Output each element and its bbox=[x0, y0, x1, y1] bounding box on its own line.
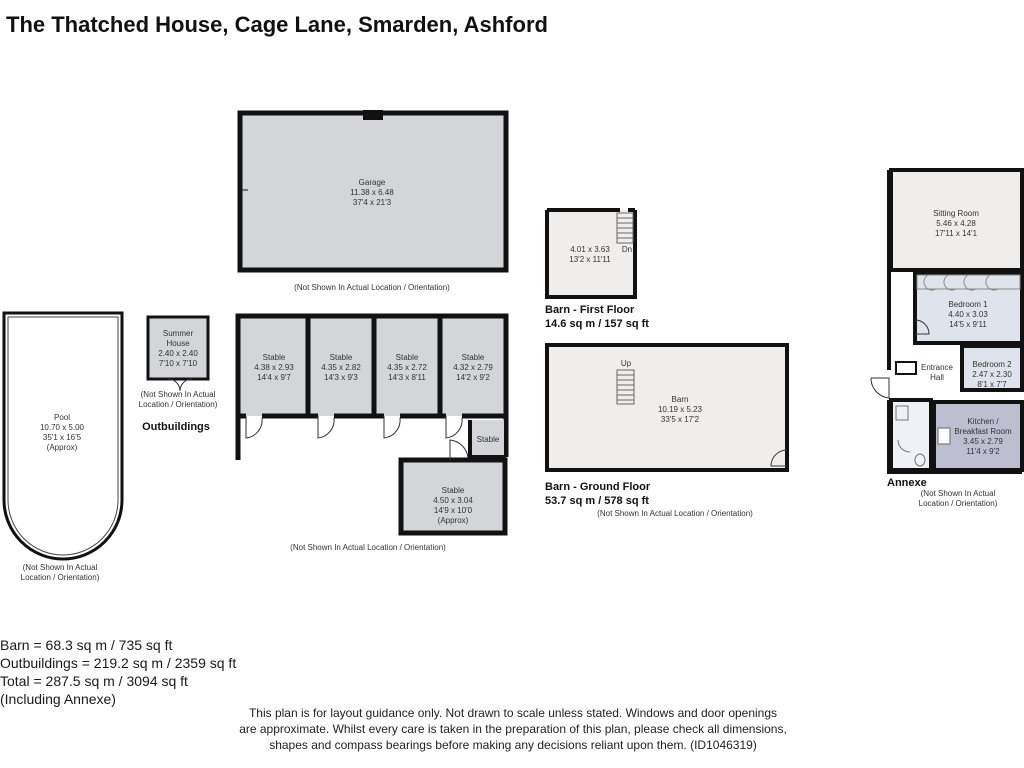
summer-house-note-line2: Location / Orientation) bbox=[138, 400, 218, 409]
bedroom-1-imperial: 14'5 x 9'11 bbox=[949, 320, 987, 329]
stable-door-3 bbox=[384, 416, 400, 438]
stable-door-1 bbox=[246, 416, 262, 438]
garage-metric: 11.38 x 6.48 bbox=[350, 188, 394, 197]
small-stable-name: Stable bbox=[476, 435, 500, 444]
annexe-note-line2: Location / Orientation) bbox=[918, 499, 998, 508]
stable-4-name: Stable bbox=[461, 353, 485, 362]
stables-block bbox=[238, 316, 506, 552]
summary-total: Total = 287.5 sq m / 3094 sq ft bbox=[0, 673, 188, 689]
summer-house-note-line1: (Not Shown In Actual bbox=[140, 390, 216, 399]
stable-door-2 bbox=[318, 416, 334, 438]
disclaimer-line3: shapes and compass bearings before making any decisions reliant upon them. (ID1046319) bbox=[269, 738, 757, 752]
stable-bottom-approx: (Approx) bbox=[437, 516, 469, 525]
pool-approx: (Approx) bbox=[46, 443, 78, 452]
barn-first-area: 14.6 sq m / 157 sq ft bbox=[545, 318, 649, 330]
stable-2-imperial: 14'3 x 9'3 bbox=[324, 373, 358, 382]
kitchen-name1: Kitchen / bbox=[967, 417, 999, 426]
area-summary bbox=[0, 636, 236, 708]
stable-bottom-name: Stable bbox=[441, 486, 465, 495]
barn-first-imperial: 13'2 x 11'11 bbox=[569, 255, 611, 264]
sitting-room-imperial: 17'11 x 14'1 bbox=[934, 229, 978, 238]
garage bbox=[240, 110, 506, 292]
kitchen-imperial: 11'4 x 9'2 bbox=[966, 447, 1000, 456]
bedroom-2-metric: 2.47 x 2.30 bbox=[972, 370, 1012, 379]
barn-ground-name: Barn bbox=[671, 395, 689, 404]
kitchen-metric: 3.45 x 2.79 bbox=[963, 437, 1003, 446]
stable-bottom-door bbox=[450, 440, 468, 460]
stable-2-metric: 4.35 x 2.82 bbox=[321, 363, 361, 372]
bedroom-2-imperial: 8'1 x 7'7 bbox=[977, 380, 1007, 389]
stable-bottom-metric: 4.50 x 3.04 bbox=[433, 496, 473, 505]
pool-note-line2: Location / Orientation) bbox=[20, 573, 100, 582]
entrance-door bbox=[871, 378, 889, 398]
stable-door-4 bbox=[446, 416, 462, 438]
stable-1-metric: 4.38 x 2.93 bbox=[254, 363, 294, 372]
barn-first-metric: 4.01 x 3.63 bbox=[570, 245, 610, 254]
garage-vent bbox=[363, 110, 383, 120]
outbuildings-label: Outbuildings bbox=[142, 421, 210, 433]
entrance-cupboard bbox=[896, 362, 916, 374]
disclaimer-line2: are approximate. Whilst every care is taken in the preparation of this plan, please check all dimensions, bbox=[239, 722, 787, 736]
barn-ground-imperial: 33'5 x 17'2 bbox=[660, 415, 700, 424]
summer-house-metric: 2.40 x 2.40 bbox=[158, 349, 198, 358]
stable-3-name: Stable bbox=[395, 353, 419, 362]
barn-ground-note: (Not Shown In Actual Location / Orientation) bbox=[597, 509, 753, 518]
barn-first-stair bbox=[617, 213, 633, 243]
annexe-label: Annexe bbox=[887, 477, 927, 489]
barn-ground-floor bbox=[545, 345, 787, 518]
garage-note: (Not Shown In Actual Location / Orientation) bbox=[294, 283, 450, 292]
bedroom-1-metric: 4.40 x 3.03 bbox=[948, 310, 988, 319]
disclaimer-line1: This plan is for layout guidance only. Not drawn to scale unless stated. Windows and door openings bbox=[248, 706, 778, 720]
stable-4-imperial: 14'2 x 9'2 bbox=[456, 373, 490, 382]
summary-outbuildings: Outbuildings = 219.2 sq m / 2359 sq ft bbox=[0, 655, 237, 671]
sitting-room-metric: 5.46 x 4.28 bbox=[936, 219, 976, 228]
barn-first-stair-label: Dn bbox=[621, 245, 633, 254]
stable-bottom-imperial: 14'9 x 10'0 bbox=[433, 506, 473, 515]
stable-4-metric: 4.32 x 2.79 bbox=[453, 363, 493, 372]
pool-name: Pool bbox=[53, 413, 71, 422]
summer-house-name1: Summer bbox=[162, 329, 194, 338]
summer-house-room bbox=[148, 317, 208, 379]
barn-first-floor bbox=[545, 210, 649, 330]
barn-ground-metric: 10.19 x 5.23 bbox=[657, 405, 703, 414]
entrance-hall-name1: Entrance bbox=[920, 363, 954, 372]
stable-1-name: Stable bbox=[262, 353, 286, 362]
stable-1-imperial: 14'4 x 9'7 bbox=[257, 373, 291, 382]
garage-imperial: 37'4 x 21'3 bbox=[352, 198, 392, 207]
stable-3-metric: 4.35 x 2.72 bbox=[387, 363, 427, 372]
pool-imperial: 35'1 x 16'5 bbox=[42, 433, 82, 442]
barn-ground-stair-label: Up bbox=[620, 359, 632, 368]
summer-house-imperial: 7'10 x 7'10 bbox=[158, 359, 198, 368]
pool-metric: 10.70 x 5.00 bbox=[39, 423, 85, 432]
plan-title: The Thatched House, Cage Lane, Smarden, Ashford bbox=[6, 12, 548, 37]
annexe-note-line1: (Not Shown In Actual bbox=[920, 489, 996, 498]
summary-including: (Including Annexe) bbox=[0, 691, 116, 707]
kitchen-name2: Breakfast Room bbox=[954, 427, 1012, 436]
summer-house-name2: House bbox=[166, 339, 190, 348]
bedroom-1-name: Bedroom 1 bbox=[948, 300, 988, 309]
barn-ground-label: Barn - Ground Floor bbox=[545, 481, 651, 493]
barn-first-label: Barn - First Floor bbox=[545, 304, 635, 316]
garage-name: Garage bbox=[358, 178, 386, 187]
summer-house bbox=[139, 317, 218, 409]
pool-note-line1: (Not Shown In Actual bbox=[22, 563, 98, 572]
stable-2-name: Stable bbox=[329, 353, 353, 362]
stables-note: (Not Shown In Actual Location / Orientation) bbox=[290, 543, 446, 552]
disclaimer bbox=[218, 705, 808, 753]
stable-3-imperial: 14'3 x 8'11 bbox=[388, 373, 426, 382]
bedroom-2-name: Bedroom 2 bbox=[972, 360, 1012, 369]
hob-icon bbox=[938, 428, 950, 444]
sitting-room-name: Sitting Room bbox=[933, 209, 979, 218]
annexe bbox=[871, 170, 1022, 508]
entrance-hall-name2: Hall bbox=[930, 373, 944, 382]
summary-barn: Barn = 68.3 sq m / 735 sq ft bbox=[0, 637, 173, 653]
pool bbox=[4, 313, 122, 582]
barn-ground-area: 53.7 sq m / 578 sq ft bbox=[545, 495, 649, 507]
